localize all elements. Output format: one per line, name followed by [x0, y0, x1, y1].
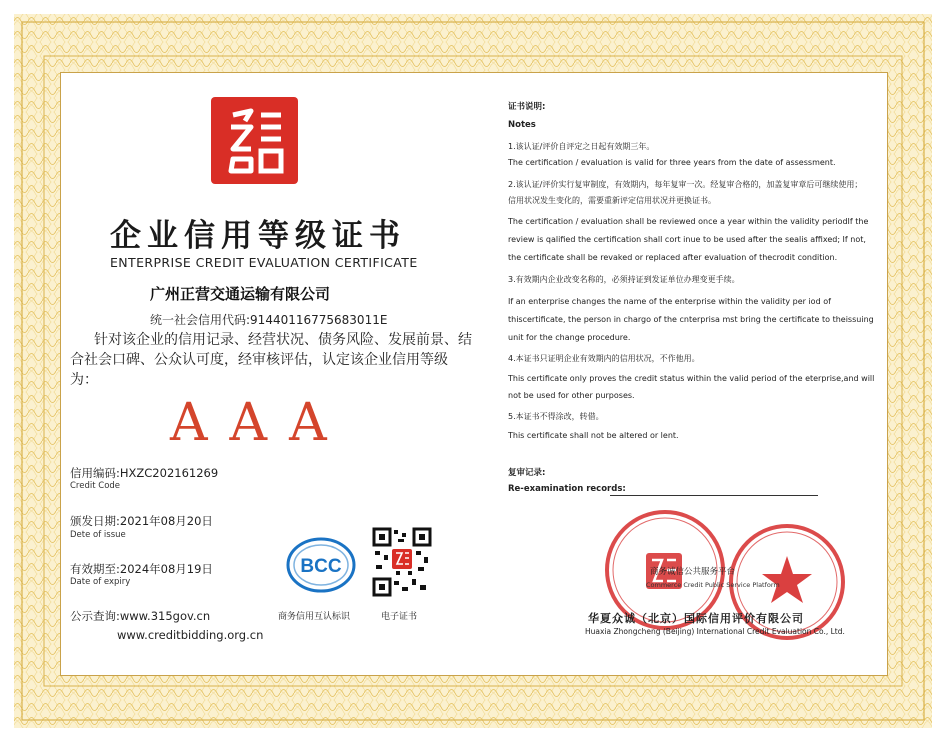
note-4-cn: 4.本证书只证明企业有效期内的信用状况，不作他用。	[508, 354, 700, 363]
bcc-mutual-recognition-icon	[285, 535, 357, 595]
note-4-en-a: This certificate only proves the credit status within the valid period of the eterprise,and will	[508, 374, 875, 383]
notes-heading-en: Notes	[508, 120, 536, 130]
bcc-caption: 商务信用互认标识	[278, 612, 351, 622]
issue-date-en: Dete of issue	[70, 530, 126, 540]
credit-rating: AAA	[170, 393, 349, 453]
credit-code-en: Credit Code	[70, 481, 121, 491]
verification-website: 公示查询:www.315gov.cn	[70, 609, 211, 623]
expiry-date: 有效期至:2024年08月19日	[70, 562, 213, 576]
reexam-signature-line	[610, 495, 818, 496]
issue-date: 颁发日期:2021年08月20日	[70, 514, 213, 528]
certificate-subtitle: ENTERPRISE CREDIT EVALUATION CERTIFICATE	[110, 255, 418, 270]
bcc-text: BCC	[300, 556, 342, 577]
platform-name-cn: 商务诚信公共服务平台	[650, 567, 736, 577]
note-1-en: The certification / evaluation is valid for three years from the date of assessment.	[508, 158, 836, 167]
note-2-en-b: review is qalified the certification shall cort inue to be used after the sealis affixed; If not,	[508, 235, 866, 244]
note-2-cn: 2.该认证/评价实行复审制度，有效期内，每年复审一次。经复审合格的，加盖复审章后可继续使用；	[508, 180, 863, 189]
note-3-en-a: If an enterprise changes the name of the enterprise within the validity per iod of	[508, 297, 831, 306]
company-name: 广州正营交通运输有限公司	[150, 285, 331, 303]
verification-website-2: www.creditbidding.org.cn	[117, 628, 264, 642]
assessment-statement: 针对该企业的信用记录、经营状况、债务风险、发展前景、结合社会口碑、公众认可度，经审核评估，认定该企业信用等级为：	[70, 332, 472, 388]
note-2-en-a: The certification / evaluation shall be reviewed once a year within the validity periodIf the	[508, 217, 869, 226]
notes-heading-cn: 证书说明:	[508, 102, 546, 112]
note-5-cn: 5.本证书不得涂改，转借。	[508, 412, 604, 421]
platform-name-en: Commerce Credit Public Service Platform	[646, 581, 780, 589]
expiry-date-en: Date of expiry	[70, 577, 131, 587]
credit-code-label: 信用编码:HXZC202161269	[70, 466, 219, 480]
note-5-en: This certificate shall not be altered or lent.	[508, 431, 679, 440]
note-1-cn: 1.该认证/评价自评定之日起有效期三年。	[508, 142, 655, 151]
reexam-label-cn: 复审记录:	[508, 468, 546, 478]
reexam-label-en: Re-examination records:	[508, 484, 626, 494]
note-3-cn: 3.有效期内企业改变名称的，必须持证到发证单位办理变更手续。	[508, 275, 740, 284]
certificate-title: 企业信用等级证书	[110, 218, 406, 254]
unified-social-credit-code: 统一社会信用代码:91440116775683011E	[150, 313, 388, 327]
issuer-name-en: Huaxia Zhongcheng (Beijing) International Credit Evaluation Co., Ltd.	[585, 627, 845, 636]
qr-code-icon	[372, 527, 432, 597]
note-3-en-c: unit for the change procedure.	[508, 333, 631, 342]
credit-logo-icon	[211, 97, 298, 184]
note-4-en-b: not be used for other purposes.	[508, 391, 635, 400]
note-3-en-b: thiscertificate, the person in chargo of the cnterprisa mst bring the certificate to theissuing	[508, 315, 874, 324]
note-2-cn-b: 信用状况发生变化的，需要重新评定信用状况并更换证书。	[508, 196, 716, 205]
issuer-name-cn: 华夏众诚（北京）国际信用评价有限公司	[588, 612, 804, 625]
note-2-en-c: the certificate shall be revaked or replaced after evaluation of thecrodit condition.	[508, 253, 838, 262]
qr-caption: 电子证书	[381, 612, 418, 622]
